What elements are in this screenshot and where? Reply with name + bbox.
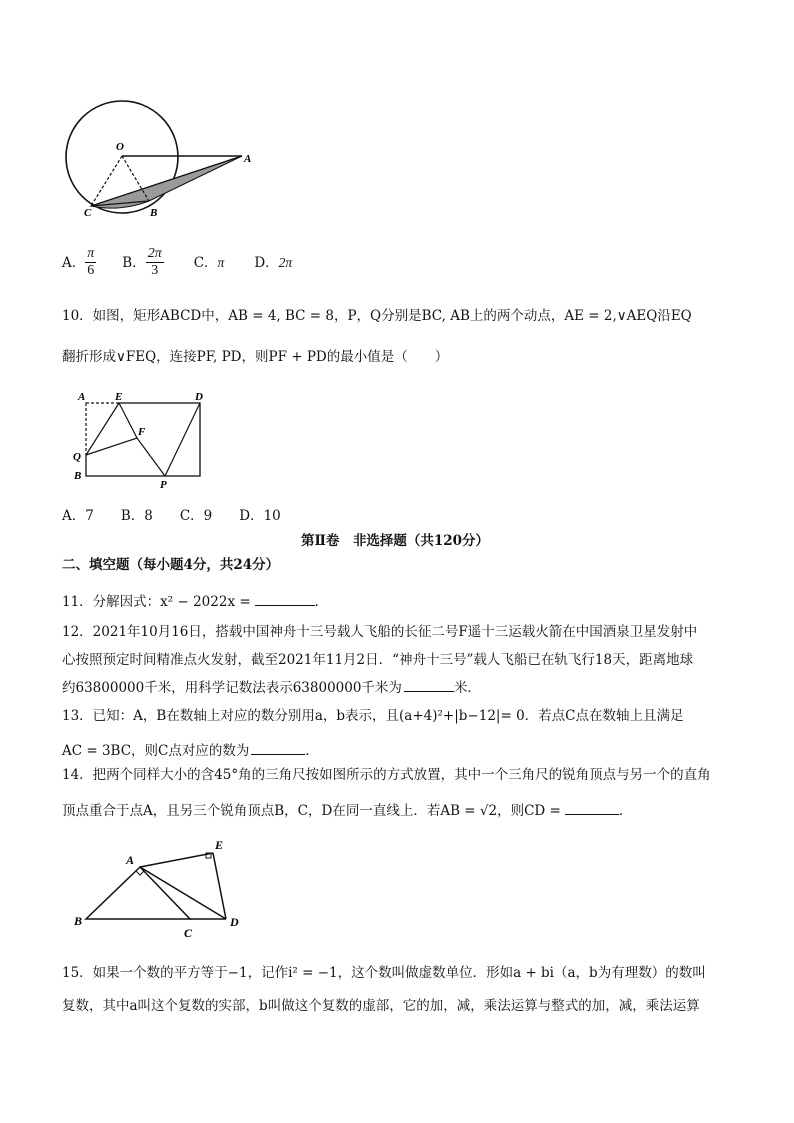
- q10-line1: 10．如图，矩形ABCD中，AB = 4, BC = 8，P，Q分别是BC, AB上的两个动点，AE = 2,∨AEQ沿EQ: [62, 308, 692, 324]
- q14-line-ae: [140, 853, 213, 867]
- q9-option-b[interactable]: [122, 246, 163, 279]
- q12-line2: 心按照预定时间精准点火发射，截至2021年11月2日．“神舟十三号”载人飞船已在轨飞行18天，距离地球: [62, 652, 694, 668]
- q12-line1: 12．2021年10月16日，搭载中国神舟十三号载人飞船的长征二号F遥十三运载火箭在中国酒泉卫星发射中: [62, 624, 698, 640]
- q10-line-pd: [165, 403, 200, 476]
- q9-option-b-num: 2π: [147, 246, 162, 261]
- q15-line2: 复数，其中a叫这个复数的实部，b叫做这个复数的虚部，它的加，减，乘法运算与整式的加，减，乘法运算: [62, 998, 700, 1014]
- q9-option-b-den: 3: [151, 263, 159, 278]
- q10-line-fp: [137, 438, 165, 476]
- q11-end: ．: [314, 594, 329, 610]
- q9-label-o: O: [116, 141, 124, 153]
- q10-label-e: E: [115, 391, 123, 403]
- q10-label-d: D: [195, 391, 203, 403]
- q10-label-b: B: [74, 470, 82, 482]
- q9-label-a: A: [244, 153, 252, 165]
- q9-option-c-label: C．: [193, 254, 218, 271]
- q12-line3-end: 米．: [453, 680, 481, 696]
- q14-triangle-abc: [86, 867, 190, 919]
- q14-label-b: B: [74, 914, 83, 928]
- q14-line2-end: ．: [618, 803, 633, 819]
- q13-line2-end: ．: [305, 743, 319, 759]
- q9-option-d-label: D．: [254, 254, 279, 271]
- q9-option-a[interactable]: [62, 246, 96, 279]
- q10-line2: 翻折形成∨FEQ，连接PF, PD，则PF + PD的最小值是（ ）: [62, 349, 449, 365]
- section-header: 第Ⅱ卷 非选择题（共120分）: [301, 533, 490, 549]
- q12-line3: [62, 677, 481, 698]
- q11: [62, 591, 328, 612]
- q12-line3-text: 约63800000千米，用科学记数法表示63800000千米为: [62, 680, 402, 696]
- q14-line2: [62, 800, 632, 821]
- q14-line-ed: [213, 853, 226, 919]
- q15-line1: 15．如果一个数的平方等于−1，记作i² = −1，这个数叫做虚数单位．形如a + bi（a，b为有理数）的数叫: [62, 965, 706, 981]
- q14-label-c: C: [184, 926, 193, 940]
- q10-options: A．7 B．8 C．9 D．10: [62, 508, 281, 524]
- q9-option-d[interactable]: [254, 253, 292, 273]
- q13-answer-blank[interactable]: [251, 740, 305, 755]
- q14-figure: [66, 833, 266, 945]
- q10-line-eq: [86, 403, 119, 455]
- q14-label-d: D: [230, 915, 239, 929]
- part2-title: 二、填空题（每小题4分，共24分）: [62, 557, 280, 573]
- q10-figure: [66, 388, 226, 490]
- q9-options: [62, 246, 292, 279]
- q11-text: 11．分解因式：x² − 2022x =: [62, 594, 251, 610]
- q9-option-b-frac: [146, 246, 164, 279]
- q13-line2-text: AC = 3BC，则C点对应的数为: [62, 743, 250, 759]
- q10-label-a: A: [78, 391, 86, 403]
- q9-option-d-value: 2π: [278, 254, 293, 270]
- q14-label-e: E: [215, 838, 224, 852]
- q9-option-a-label: A．: [62, 254, 86, 271]
- q14-right-angle-a: [136, 871, 144, 875]
- q14-answer-blank[interactable]: [565, 800, 619, 815]
- q12-answer-blank[interactable]: [404, 677, 454, 692]
- q14-label-a: A: [126, 853, 135, 867]
- q9-option-a-num: π: [87, 246, 95, 261]
- q9-line-ca: [91, 156, 242, 206]
- q11-answer-blank[interactable]: [255, 591, 315, 606]
- q9-option-a-den: 6: [87, 263, 95, 278]
- q10-line-qf: [86, 438, 137, 455]
- q10-label-p: P: [160, 479, 167, 490]
- q14-line2-text: 顶点重合于点A，且另三个锐角顶点B，C，D在同一直线上．若AB = √2，则CD =: [62, 803, 561, 819]
- q9-option-c-value: π: [217, 254, 225, 270]
- q13-line2: [62, 740, 319, 761]
- q9-option-a-frac: [85, 246, 96, 279]
- q9-figure: [60, 100, 270, 230]
- q9-option-c[interactable]: [194, 253, 225, 273]
- q9-label-b: B: [150, 207, 158, 219]
- q9-option-b-label: B．: [122, 254, 146, 271]
- q10-line-ef: [119, 403, 137, 438]
- q9-label-c: C: [84, 207, 92, 219]
- q10-label-f: F: [138, 426, 146, 438]
- q14-line1: 14．把两个同样大小的含45°角的三角尺按如图所示的方式放置，其中一个三角尺的锐角顶点与另一个的直角: [62, 767, 711, 783]
- q10-label-q: Q: [73, 451, 81, 463]
- q13-line1: 13．已知：A，B在数轴上对应的数分别用a，b表示，且(a+4)²+|b−12|= 0．若点C点在数轴上且满足: [62, 708, 684, 724]
